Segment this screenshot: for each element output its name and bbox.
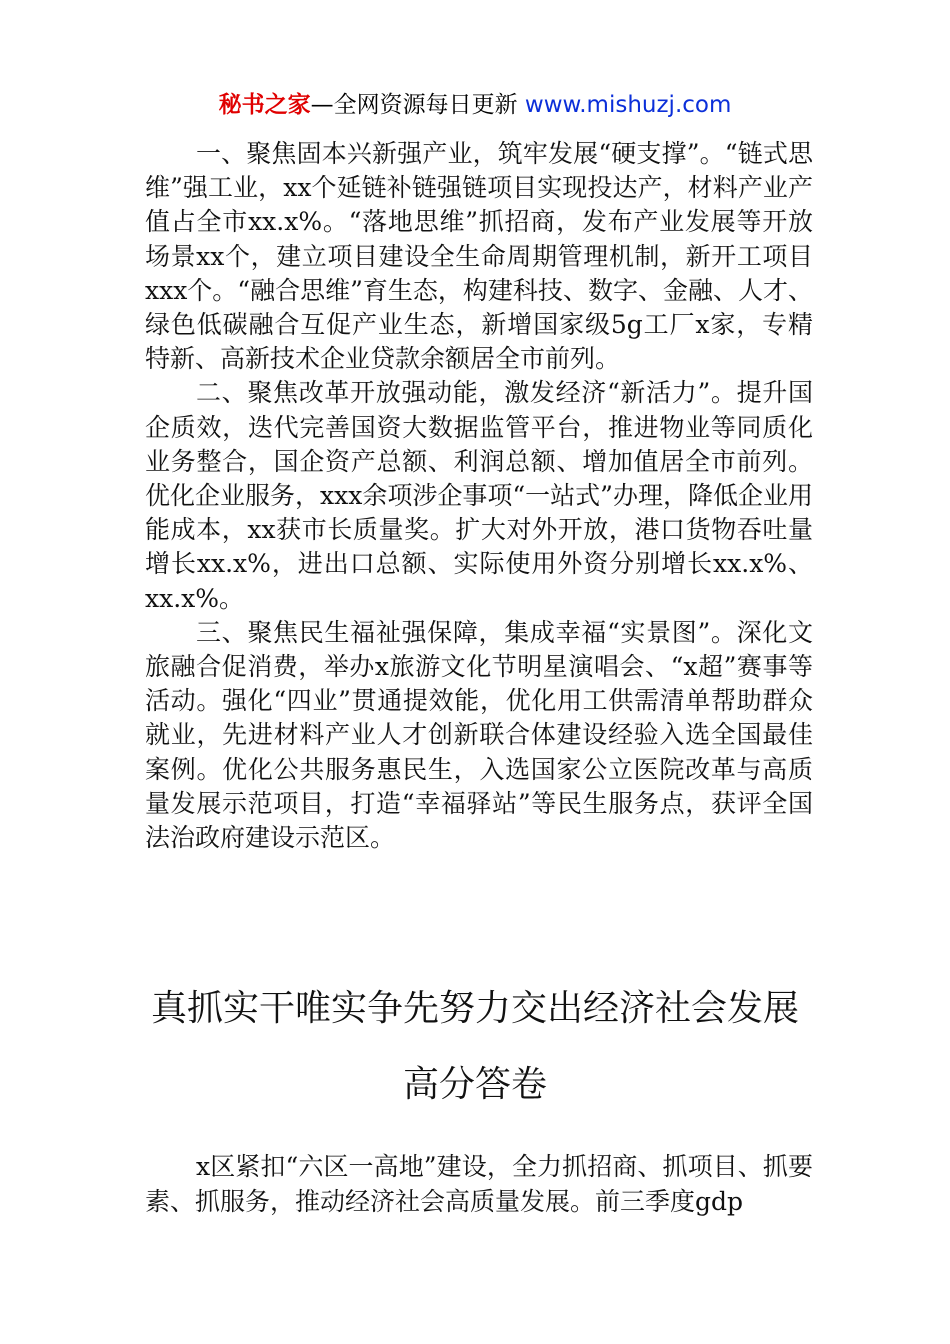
section-list [145, 137, 813, 855]
article-intro [145, 1149, 813, 1219]
section-paragraph-3: 三、聚焦民生福祉强保障，集成幸福“实景图”。深化文旅融合促消费，举办x旅游文化节明星演唱会、“x超”赛事等活动。强化“四业”贯通提效能，优化用工供需清单帮助群众就业，先进材料产业人才创新联合体建设经验入选全国最佳案例。优化公共服务惠民生，入选国家公立医院改革与高质量发展示范项目，打造“幸福驿站”等民生服务点，获评全国法治政府建设示范区。 [145, 617, 813, 853]
article-title-line-1: 真抓实干唯实争先努力交出经济社会发展 [150, 988, 799, 1029]
section-paragraph-2: 二、聚焦改革开放强动能，激发经济“新活力”。提升国企质效，迭代完善国资大数据监管平台，推进物业等同质化业务整合，国企资产总额、利润总额、增加值居全市前列。优化企业服务，xxx余项涉企事项“一站式”办理，降低企业用能成本，xx获市长质量奖。扩大对外开放，港口货物吞吐量增长xx.x%，进出口总额、实际使用外资分别增长xx.x%、xx.x%。 [145, 378, 813, 613]
section-paragraph-1: 一、聚焦固本兴新强产业，筑牢发展“硬支撑”。“链式思维”强工业，xx个延链补链强链项目实现投达产，材料产业产值占全市xx.x%。“落地思维”抓招商，发布产业发展等开放场景xx个，建立项目建设全生命周期管理机制，新开工项目xxx个。“融合思维”育生态，构建科技、数字、金融、人才、绿色低碳融合互促产业生态，新增国家级5g工厂x家，专精特新、高新技术企业贷款余额居全市前列。 [145, 139, 813, 374]
site-name: 秘书之家 [218, 92, 311, 118]
intro-paragraph: x区紧扣“六区一高地”建设，全力抓招商、抓项目、抓要素、抓服务，推动经济社会高质量发展。前三季度gdp [145, 1152, 813, 1216]
site-tagline: —全网资源每日更新 [310, 92, 525, 118]
page-header [0, 88, 950, 122]
site-url-link[interactable]: www.mishuzj.com [524, 92, 732, 118]
article-title-line-2: 高分答卷 [402, 1064, 547, 1105]
article-title [120, 976, 830, 1118]
